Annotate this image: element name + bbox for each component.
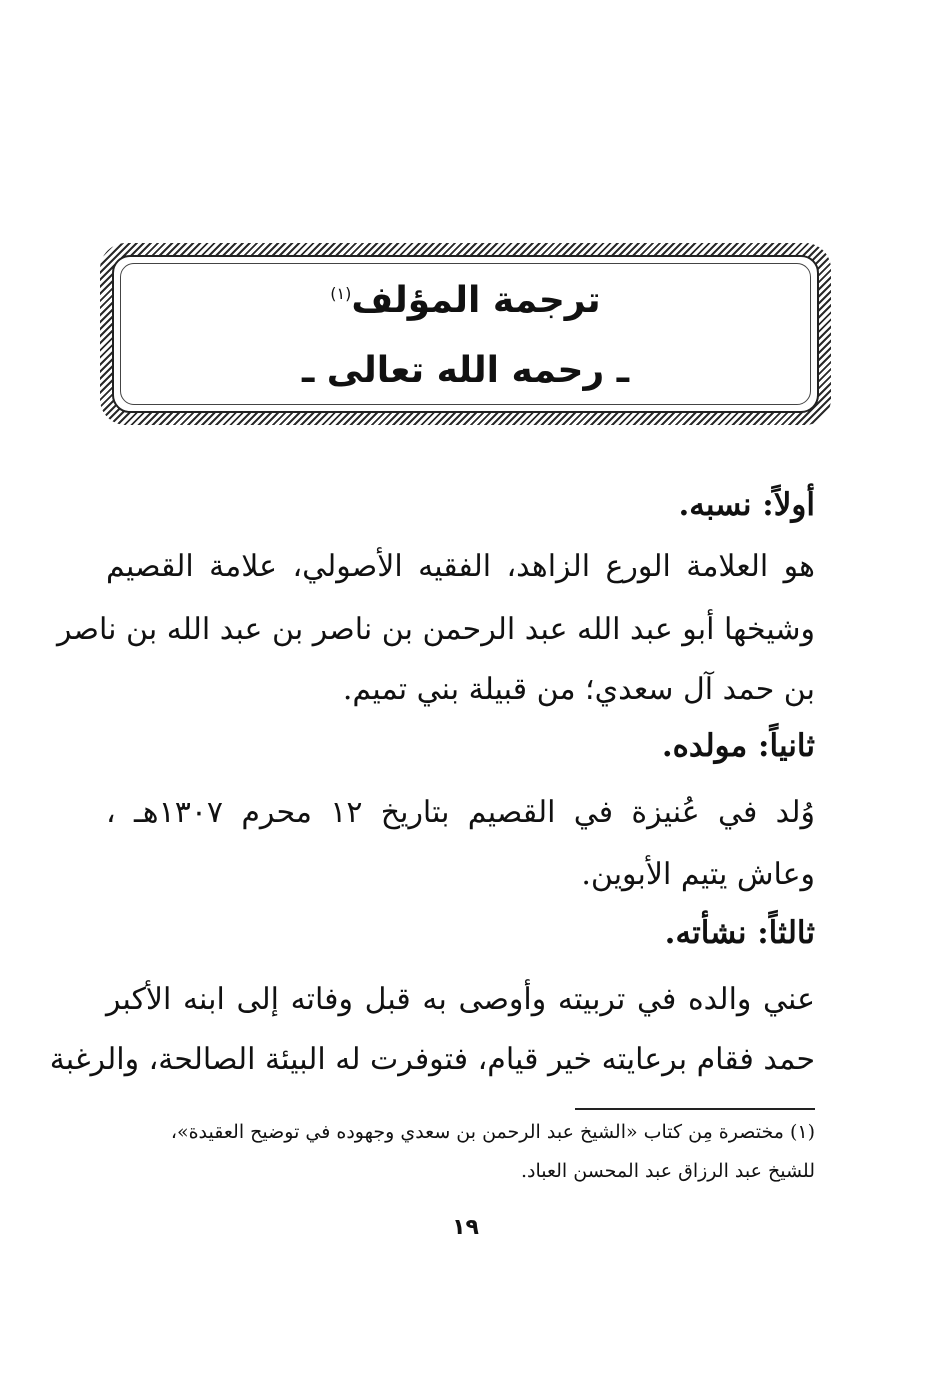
chapter-title (0, 280, 931, 321)
section-heading-birth: ثانياً: مولده. (661, 728, 815, 764)
paragraph-line: وُلد في عُنيزة في القصيم بتاريخ ١٢ محرم ١٣٠٧هـ ، (106, 795, 815, 830)
title-footnote-marker: (١) (330, 284, 352, 303)
section-heading-upbringing: ثالثاً: نشأته. (664, 915, 815, 951)
chapter-subtitle: ـ رحمه الله تعالى ـ (301, 350, 630, 391)
page-number: ١٩ (452, 1215, 479, 1240)
paragraph-line: هو العلامة الورع الزاهد، الفقيه الأصولي، علامة القصيم (106, 549, 815, 584)
chapter-title-text: ترجمة المؤلف (351, 280, 601, 321)
paragraph-line: حمد فقام برعايته خير قيام، فتوفرت له البيئة الصالحة، والرغبة (49, 1042, 815, 1077)
footnote-line: (١) مختصرة مِن كتاب «الشيخ عبد الرحمن بن سعدي وجهوده في توضيح العقيدة»، (170, 1121, 815, 1143)
paragraph-line: وعاش يتيم الأبوين. (581, 857, 815, 892)
paragraph-line: عني والده في تربيته وأوصى به قبل وفاته إلى ابنه الأكبر (106, 982, 815, 1017)
footnote-separator (575, 1108, 815, 1110)
section-heading-lineage: أولاً: نسبه. (678, 487, 815, 523)
title-frame (100, 243, 831, 425)
paragraph-line: وشيخها أبو عبد الله عبد الرحمن بن ناصر بن عبد الله بن ناصر (56, 612, 815, 647)
footnote-line: للشيخ عبد الرزاق عبد المحسن العباد. (520, 1160, 815, 1182)
paragraph-line: بن حمد آل سعدي؛ من قبيلة بني تميم. (342, 672, 815, 707)
